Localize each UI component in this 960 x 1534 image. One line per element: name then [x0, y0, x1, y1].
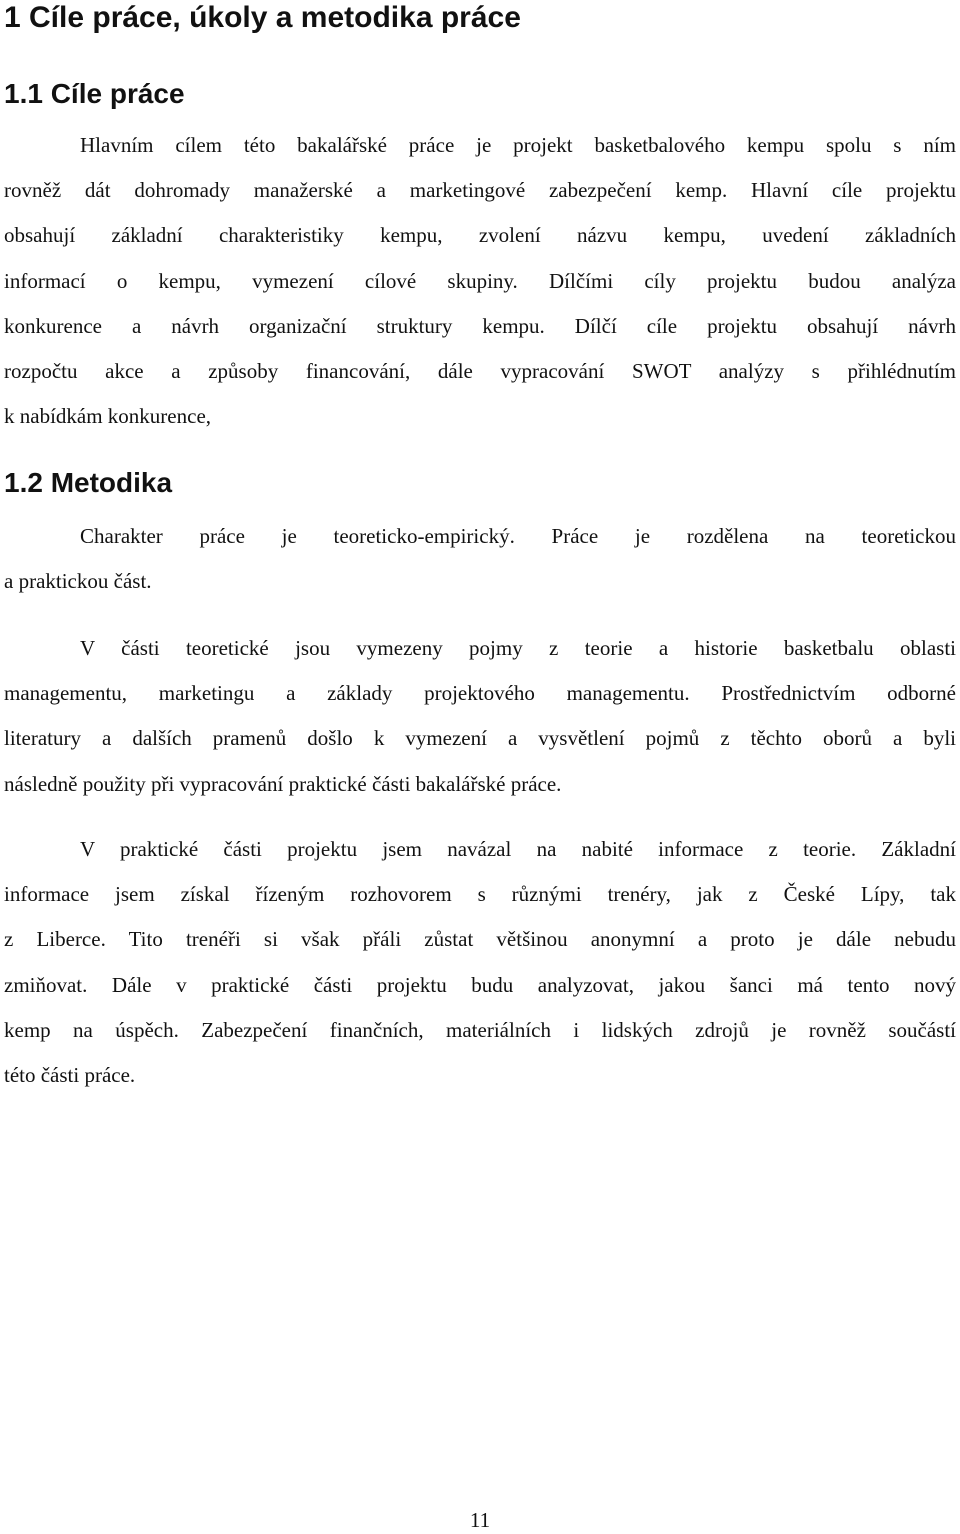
page-number: 11: [469, 1508, 491, 1532]
methodology-paragraph-3: [4, 827, 956, 1098]
section-heading-goals: 1.1 Cíle práce: [4, 78, 185, 109]
text-line: V praktické části projektu jsem navázal na nabité informace z teorie. Základní: [80, 837, 956, 861]
text-line: informací o kempu, vymezení cílové skupiny. Dílčími cíly projektu budou analýza: [4, 268, 956, 293]
text-line: managementu, marketingu a základy projektového managementu. Prostřednictvím odborné: [4, 681, 956, 706]
text-line: z Liberce. Tito trenéři si však přáli zůstat většinou anonymní a proto je dále nebudu: [4, 927, 956, 952]
text-line: V části teoretické jsou vymezeny pojmy z teorie a historie basketbalu oblasti: [80, 636, 956, 660]
text-line: informace jsem získal řízeným rozhovorem s různými trenéry, jak z České Lípy, tak: [4, 882, 956, 907]
text-line: rovněž dát dohromady manažerské a marketingové zabezpečení kemp. Hlavní cíle projektu: [4, 178, 956, 203]
text-line: kemp na úspěch. Zabezpečení finančních, materiálních i lidských zdrojů je rovněž součástí: [4, 1017, 956, 1042]
text-line: a praktickou část.: [4, 569, 152, 594]
goals-paragraph: [4, 123, 956, 439]
text-line: následně použity při vypracování praktické části bakalářské práce.: [4, 771, 562, 796]
text-line: obsahují základní charakteristiky kempu, zvolení názvu kempu, uvedení základních: [4, 223, 956, 248]
methodology-paragraph-1: [4, 514, 956, 604]
methodology-paragraph-2: [4, 626, 956, 807]
chapter-heading: 1 Cíle práce, úkoly a metodika práce: [4, 1, 521, 34]
text-line: k nabídkám konkurence,: [4, 404, 212, 429]
text-line: literatury a dalších pramenů došlo k vymezení a vysvětlení pojmů z těchto oborů a byli: [4, 726, 956, 751]
text-line: Charakter práce je teoreticko-empirický. Práce je rozdělena na teoretickou: [80, 524, 956, 548]
text-line: Hlavním cílem této bakalářské práce je projekt basketbalového kempu spolu s ním: [80, 133, 956, 157]
text-line: konkurence a návrh organizační struktury kempu. Dílčí cíle projektu obsahují návrh: [4, 313, 956, 338]
text-line: rozpočtu akce a způsoby financování, dále vypracování SWOT analýzy s přihlédnutím: [4, 358, 956, 383]
text-line: této části práce.: [4, 1062, 136, 1087]
section-heading-methodology: 1.2 Metodika: [4, 467, 173, 498]
text-line: zmiňovat. Dále v praktické části projektu budu analyzovat, jakou šanci má tento nový: [4, 972, 956, 997]
